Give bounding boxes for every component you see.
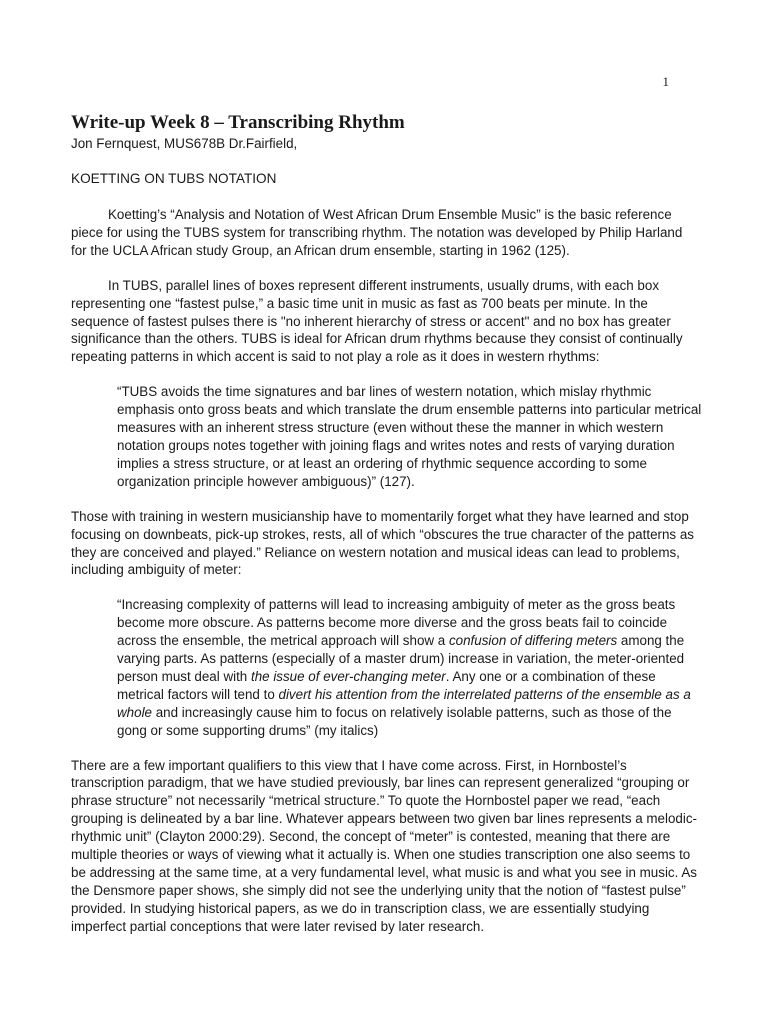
quote-text: and increasingly cause him to focus on relatively isolable patterns, such as those of the gong or some supporting drums” (my italics): [117, 704, 672, 738]
paragraph-qualifiers: There are a few important qualifiers to this view that I have come across. First, in Hornbostel’s transcription paradigm, that we have studied previously, bar lines can represent generalized “grouping or phrase structure” not necessarily “metrical structure.” To quote the Hornbostel paper we read, “each grouping is delineated by a bar line. Whatever appears between two given bar lines represents a melodic-rhythmic unit” (Clayton 2000:29). Second, the concept of “meter” is contested, meaning that there are multiple theories or ways of viewing what it actually is. When one studies transcription one also seems to be addressing at the same time, at a very fundamental level, what music is and what you see in music. As the Densmore paper shows, she simply did not see the underlying unity that the notion of “fastest pulse” provided. In studying historical papers, as we do in transcription class, we are essentially studying imperfect partial conceptions that were later revised by later research.: [71, 757, 697, 934]
quote-text: “Increasing complexity of patterns will lead to increasing ambiguity of meter as the gross beats become more obscure. As patterns become more diverse and the gross beats fail to coincide across the ensemble, the metrical approach will show a: [117, 597, 676, 649]
author-line: Jon Fernquest, MUS678B Dr.Fairfield,: [71, 136, 298, 151]
document-title: Write-up Week 8 – Transcribing Rhythm: [71, 112, 405, 133]
quote-italic-text: the issue of ever-changing meter: [250, 668, 446, 684]
paragraph-tubs: In TUBS, parallel lines of boxes represent different instruments, usually drums, with each box representing one “fastest pulse,” a basic time unit in music as fast as 700 beats per minute. In the sequence of fastest pulses there is "no inherent hierarchy of stress or accent" and no box has greater significance than the others. TUBS is ideal for African drum rhythms because they consist of continually repeating patterns in which accent is said to not play a role as it does in western rhythms:: [71, 277, 683, 365]
quote-italic-text: divert his attention from the interrelated patterns of the ensemble as a whole: [117, 686, 691, 720]
paragraph-intro: Koetting’s “Analysis and Notation of West African Drum Ensemble Music” is the basic reference piece for using the TUBS system for transcribing rhythm. The notation was developed by Philip Harland for the UCLA African study Group, an African drum ensemble, starting in 1962 (125).: [71, 207, 683, 258]
block-quote-meter: [117, 596, 702, 739]
document-body: [71, 112, 702, 936]
section-heading: KOETTING ON TUBS NOTATION: [71, 171, 277, 186]
page-number: 1: [662, 74, 669, 89]
paragraph-western-training: Those with training in western musicianship have to momentarily forget what they have learned and stop focusing on downbeats, pick-up strokes, rests, all of which “obscures the true character of the patterns as they are conceived and played.” Reliance on western notation and musical ideas can lead to problems, including ambiguity of meter:: [71, 508, 694, 578]
quote-text: . Any one or a combination of these metrical factors will tend to: [117, 668, 656, 702]
block-quote-tubs: “TUBS avoids the time signatures and bar lines of western notation, which mislay rhythmic emphasis onto gross beats and which translate the drum ensemble patterns into particular metrical measures with an inherent stress structure (even without these the manner in which western notation groups notes together with joining flags and writes notes and rests of varying duration implies a stress structure, or at least an ordering of rhythmic sequence according to some organization principle however ambiguous)” (127).: [117, 384, 702, 489]
quote-text: among the varying parts. As patterns (especially of a master drum) increase in variation, the meter-oriented person must deal with: [117, 633, 685, 684]
quote-italic-text: confusion of differing meters: [448, 633, 618, 649]
